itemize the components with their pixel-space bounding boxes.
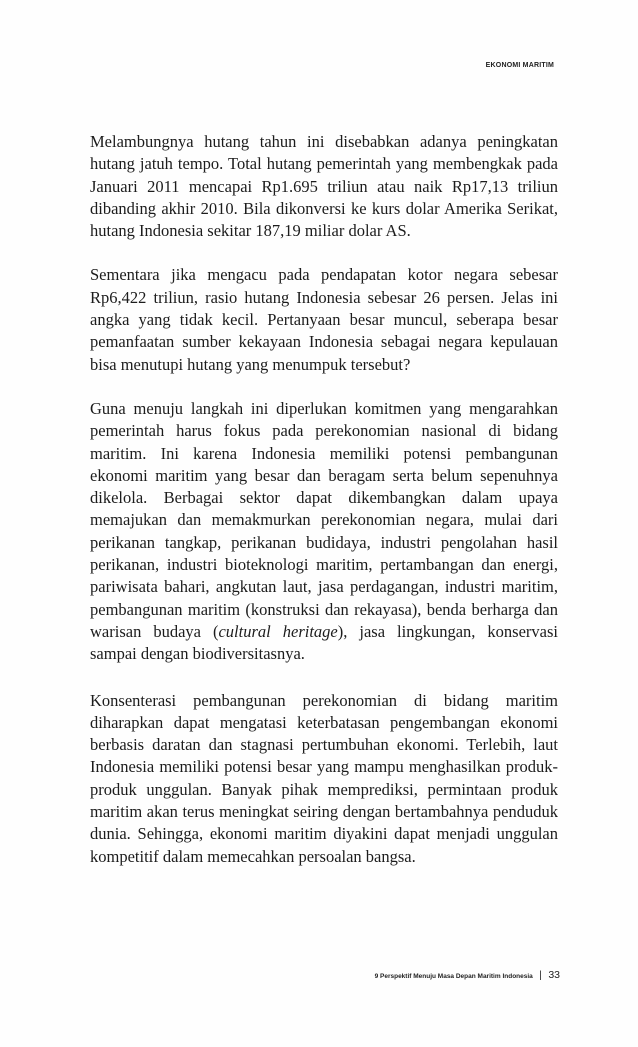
running-header: EKONOMI MARITIM [485, 62, 554, 69]
footer-book-title: 9 Perspektif Menuju Masa Depan Maritim Indonesia [374, 973, 533, 980]
paragraph-3-text-end: ), jasa lingkungan, konservasi sampai dengan biodiversitasnya. [90, 621, 558, 664]
paragraph-3-italic-term: cultural heritage [218, 621, 338, 641]
running-footer [375, 965, 560, 983]
paragraph-2: Sementara jika mengacu pada pendapatan kotor negara sebesar Rp6,422 triliun, rasio hutang Indonesia sebesar 26 persen. Jelas ini angka yang tidak kecil. Pertanyaan besar muncul, seberapa besar pemanfaatan sumber kekayaan Indonesia sebagai negara kepulauan bisa menutupi hutang yang menumpuk tersebut? [90, 265, 558, 374]
paragraph-4: Konsenterasi pembangunan perekonomian di bidang maritim diharapkan dapat mengatasi keterbatasan pengembangan ekonomi berbasis daratan dan stagnasi pertumbuhan ekonomi. Terlebih, laut Indonesia memiliki potensi besar yang mampu menghasilkan produk-produk unggulan. Banyak pihak memprediksi, permintaan produk maritim akan terus meningkat seiring dengan bertambahnya penduduk dunia. Sehingga, ekonomi maritim diyakini dapat menjadi unggulan kompetitif dalam memecahkan persoalan bangsa. [90, 690, 558, 866]
paragraph-3-text-start: Guna menuju langkah ini diperlukan komitmen yang mengarahkan pemerintah harus fokus pada perekonomian nasional di bidang maritim. Ini karena Indonesia memiliki potensi pembangunan ekonomi maritim yang besar dan beragam serta belum sepenuhnya dikelola. Berbagai sektor dapat dikembangkan dalam upaya memajukan dan memakmurkan perekonomian negara, mulai dari perikanan tangkap, perikanan budidaya, industri pengolahan hasil perikanan, industri bioteknologi maritim, pertambangan dan energi, pariwisata bahari, angkutan laut, jasa perdagangan, industri maritim, pembangunan maritim (konstruksi dan rekayasa), benda berharga dan warisan budaya ( [90, 398, 558, 641]
paragraph-3 [90, 398, 558, 666]
page-number: 33 [548, 969, 560, 981]
footer-separator: | [539, 970, 542, 981]
paragraph-1: Melambungnya hutang tahun ini disebabkan adanya peningkatan hutang jatuh tempo. Total hutang pemerintah yang membengkak pada Januari 2011 mencapai Rp1.695 triliun atau naik Rp17,13 triliun dibanding akhir 2010. Bila dikonversi ke kurs dolar Amerika Serikat, hutang Indonesia sekitar 187,19 miliar dolar AS. [90, 132, 558, 241]
body-text [90, 131, 558, 890]
